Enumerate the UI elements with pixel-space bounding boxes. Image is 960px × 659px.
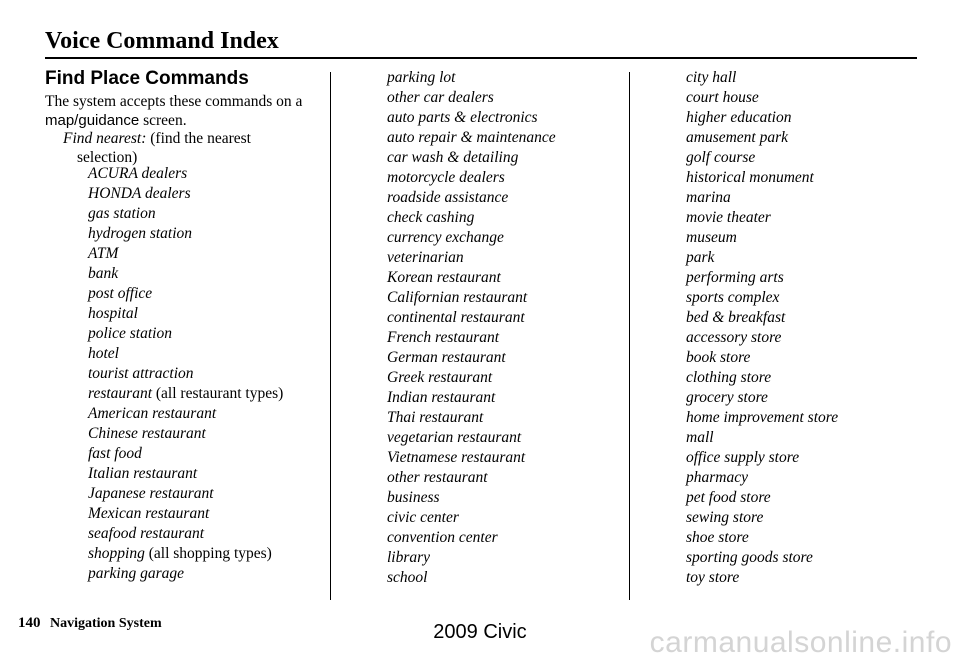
command-text: other car dealers: [387, 89, 494, 106]
command-item: [88, 544, 283, 564]
command-text: car wash & detailing: [387, 149, 519, 166]
command-item: [387, 528, 556, 548]
command-note: (all restaurant types): [152, 385, 284, 402]
command-text: police station: [88, 325, 172, 342]
command-item: [88, 304, 283, 324]
section-title: Find Place Commands: [45, 68, 249, 89]
command-item: [686, 348, 838, 368]
command-text: museum: [686, 229, 737, 246]
command-text: American restaurant: [88, 405, 217, 422]
command-item: [88, 504, 283, 524]
command-item: [387, 548, 556, 568]
command-item: [88, 244, 283, 264]
command-item: [387, 248, 556, 268]
command-text: auto repair & maintenance: [387, 129, 556, 146]
command-text: city hall: [686, 69, 737, 86]
command-item: [686, 308, 838, 328]
command-text: home improvement store: [686, 409, 839, 426]
command-text: restaurant: [88, 385, 153, 402]
command-item: [88, 444, 283, 464]
command-item: [387, 308, 556, 328]
command-text: continental restaurant: [387, 309, 525, 326]
column-divider-1: [330, 72, 331, 600]
command-item: [686, 468, 838, 488]
command-item: [88, 284, 283, 304]
command-text: hotel: [88, 345, 119, 362]
command-item: [686, 168, 838, 188]
command-text: Indian restaurant: [387, 389, 496, 406]
command-item: [88, 464, 283, 484]
command-item: [686, 328, 838, 348]
command-text: ACURA dealers: [88, 165, 188, 182]
find-nearest-block: [63, 129, 323, 167]
command-text: accessory store: [686, 329, 782, 346]
command-text: pharmacy: [686, 469, 748, 486]
command-text: sewing store: [686, 509, 764, 526]
command-item: [88, 404, 283, 424]
command-text: movie theater: [686, 209, 771, 226]
command-item: [686, 288, 838, 308]
command-text: fast food: [88, 445, 142, 462]
command-text: clothing store: [686, 369, 772, 386]
intro-screen-name: map/guidance: [45, 112, 140, 129]
command-text: parking garage: [88, 565, 185, 582]
command-text: performing arts: [686, 269, 784, 286]
command-text: Korean restaurant: [387, 269, 501, 286]
command-item: [686, 368, 838, 388]
command-item: [88, 324, 283, 344]
command-item: [387, 428, 556, 448]
command-text: motorcycle dealers: [387, 169, 505, 186]
command-item: [686, 128, 838, 148]
command-item: [387, 488, 556, 508]
command-item: [387, 268, 556, 288]
command-item: [686, 508, 838, 528]
command-item: [686, 408, 838, 428]
command-text: French restaurant: [387, 329, 500, 346]
command-note: (all shopping types): [144, 545, 272, 562]
command-text: vegetarian restaurant: [387, 429, 522, 446]
command-list-column-3: [686, 68, 838, 588]
command-item: [88, 344, 283, 364]
command-item: [686, 488, 838, 508]
command-item: [686, 448, 838, 468]
command-text: hospital: [88, 305, 138, 322]
command-item: [387, 148, 556, 168]
command-text: mall: [686, 429, 714, 446]
page-header-title: Voice Command Index: [45, 28, 279, 54]
command-item: [88, 524, 283, 544]
command-item: [88, 364, 283, 384]
command-text: auto parts & electronics: [387, 109, 538, 126]
command-text: Californian restaurant: [387, 289, 528, 306]
command-text: post office: [88, 285, 153, 302]
command-text: toy store: [686, 569, 740, 586]
header-divider: [45, 57, 917, 59]
command-item: [686, 148, 838, 168]
command-list-column-2: [387, 68, 556, 588]
command-item: [387, 168, 556, 188]
command-item: [387, 508, 556, 528]
find-nearest-desc-2: selection): [77, 149, 138, 166]
command-text: Greek restaurant: [387, 369, 493, 386]
command-item: [686, 548, 838, 568]
command-item: [686, 248, 838, 268]
command-text: higher education: [686, 109, 792, 126]
command-text: Chinese restaurant: [88, 425, 206, 442]
command-item: [686, 188, 838, 208]
site-watermark: carmanualsonline.info: [649, 626, 952, 659]
page-number: 140: [18, 615, 41, 631]
intro-prefix: The system accepts these commands on a: [45, 93, 303, 110]
command-text: tourist attraction: [88, 365, 194, 382]
command-text: shoe store: [686, 529, 749, 546]
command-text: historical monument: [686, 169, 814, 186]
command-text: Italian restaurant: [88, 465, 198, 482]
footer-label: Navigation System: [50, 616, 162, 631]
command-item: [686, 228, 838, 248]
command-item: [387, 68, 556, 88]
command-text: convention center: [387, 529, 498, 546]
command-item: [686, 68, 838, 88]
command-text: shopping: [88, 545, 145, 562]
command-text: civic center: [387, 509, 459, 526]
command-list-column-1: [88, 164, 283, 584]
intro-suffix: screen.: [143, 112, 187, 129]
command-text: currency exchange: [387, 229, 504, 246]
command-item: [387, 108, 556, 128]
model-watermark: 2009 Civic: [433, 621, 527, 643]
command-item: [387, 288, 556, 308]
column-divider-2: [629, 72, 630, 600]
command-text: German restaurant: [387, 349, 506, 366]
command-text: bed & breakfast: [686, 309, 786, 326]
command-item: [88, 204, 283, 224]
command-text: check cashing: [387, 209, 475, 226]
find-nearest-label: Find nearest:: [63, 130, 147, 147]
find-nearest-desc-1: (find the nearest: [150, 130, 251, 147]
command-item: [686, 268, 838, 288]
command-text: Thai restaurant: [387, 409, 484, 426]
command-item: [387, 568, 556, 588]
command-text: pet food store: [686, 489, 771, 506]
command-text: other restaurant: [387, 469, 488, 486]
command-item: [387, 208, 556, 228]
command-item: [387, 188, 556, 208]
command-item: [686, 388, 838, 408]
command-text: HONDA dealers: [88, 185, 191, 202]
command-item: [387, 408, 556, 428]
command-text: Japanese restaurant: [88, 485, 214, 502]
command-text: ATM: [88, 245, 119, 262]
command-text: library: [387, 549, 431, 566]
command-item: [686, 568, 838, 588]
command-text: roadside assistance: [387, 189, 509, 206]
command-text: business: [387, 489, 440, 506]
command-item: [387, 388, 556, 408]
command-item: [387, 468, 556, 488]
command-text: golf course: [686, 149, 756, 166]
command-item: [88, 424, 283, 444]
command-text: parking lot: [387, 69, 456, 86]
command-item: [88, 484, 283, 504]
command-item: [387, 88, 556, 108]
command-item: [387, 128, 556, 148]
command-text: bank: [88, 265, 119, 282]
command-text: hydrogen station: [88, 225, 193, 242]
command-text: sports complex: [686, 289, 780, 306]
command-item: [387, 228, 556, 248]
command-item: [686, 428, 838, 448]
command-item: [88, 264, 283, 284]
command-item: [88, 564, 283, 584]
command-text: sporting goods store: [686, 549, 813, 566]
intro-paragraph: [45, 92, 325, 130]
command-text: seafood restaurant: [88, 525, 205, 542]
command-text: school: [387, 569, 428, 586]
command-item: [88, 224, 283, 244]
command-text: amusement park: [686, 129, 789, 146]
command-item: [88, 384, 283, 404]
command-item: [686, 208, 838, 228]
command-item: [88, 184, 283, 204]
command-item: [387, 368, 556, 388]
command-text: grocery store: [686, 389, 768, 406]
command-text: court house: [686, 89, 759, 106]
command-text: gas station: [88, 205, 156, 222]
command-text: Mexican restaurant: [88, 505, 210, 522]
command-item: [88, 164, 283, 184]
command-text: veterinarian: [387, 249, 464, 266]
command-item: [387, 448, 556, 468]
command-text: book store: [686, 349, 751, 366]
command-item: [387, 328, 556, 348]
command-item: [686, 108, 838, 128]
command-text: office supply store: [686, 449, 800, 466]
command-text: Vietnamese restaurant: [387, 449, 526, 466]
command-item: [387, 348, 556, 368]
command-text: park: [686, 249, 715, 266]
command-item: [686, 528, 838, 548]
command-item: [686, 88, 838, 108]
command-text: marina: [686, 189, 731, 206]
